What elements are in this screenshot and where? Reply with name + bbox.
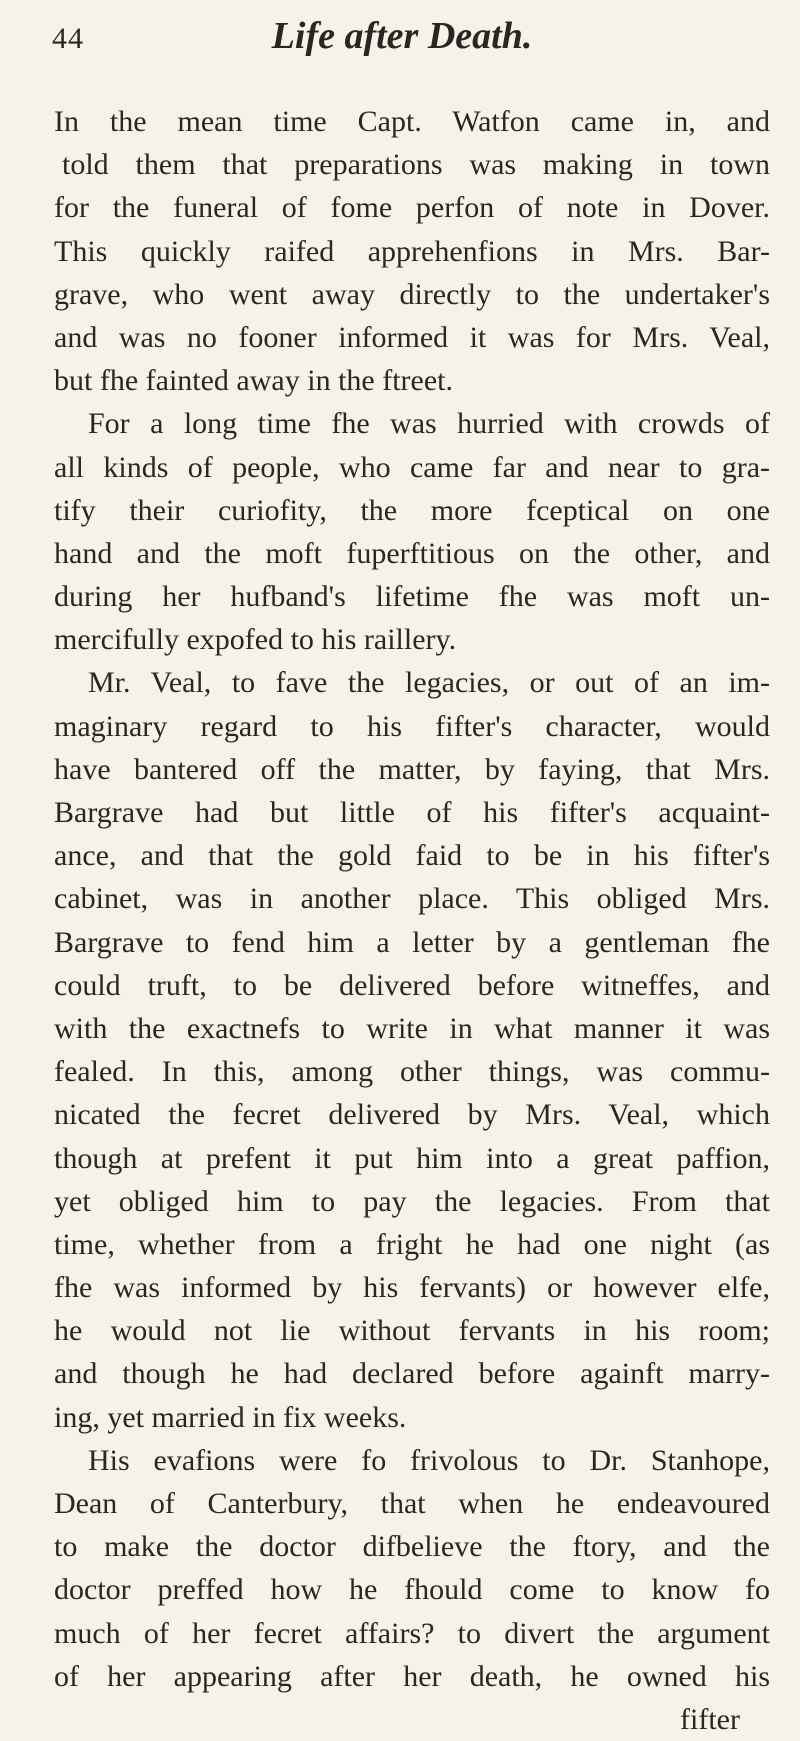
text-line: and though he had declared before againft marry- xyxy=(54,1357,770,1391)
text-line: This quickly raifed apprehenfions in Mrs. Bar- xyxy=(54,234,770,268)
text-line: tify their curiofity, the more fceptical on one xyxy=(54,493,770,527)
text-line: told them that preparations was making in town xyxy=(62,148,770,182)
text-line: ing, yet married in fix weeks. xyxy=(54,1400,407,1434)
text-line: time, whether from a fright he had one night (as xyxy=(54,1227,770,1261)
text-line: have bantered off the matter, by faying, that Mrs. xyxy=(54,752,770,786)
text-line: mercifully expofed to his raillery. xyxy=(54,623,457,657)
text-line: Bargrave had but little of his fifter's acquaint- xyxy=(54,796,770,829)
text-line: fhe was informed by his fervants) or however elfe, xyxy=(54,1271,770,1305)
text-line: for the funeral of fome perfon of note in Dover. xyxy=(54,191,770,225)
catchword: fifter xyxy=(680,1702,740,1736)
text-line: nicated the fecret delivered by Mrs. Veal, which xyxy=(54,1098,770,1132)
text-line: yet obliged him to pay the legacies. From that xyxy=(54,1184,770,1218)
text-line: For a long time fhe was hurried with crowds of xyxy=(88,407,770,441)
body-text xyxy=(54,100,770,1741)
text-line: all kinds of people, who came far and near to gra- xyxy=(54,450,770,484)
text-line: Bargrave to fend him a letter by a gentleman fhe xyxy=(54,925,770,959)
text-line: hand and the moft fuperftitious on the other, and xyxy=(54,536,770,570)
text-line: with the exactnefs to write in what manner it was xyxy=(54,1011,770,1045)
text-line: grave, who went away directly to the undertaker's xyxy=(54,277,770,311)
text-line: cabinet, was in another place. This obliged Mrs. xyxy=(54,882,770,916)
text-line: In the mean time Capt. Watfon came in, and xyxy=(54,105,770,138)
text-line: though at prefent it put him into a great paffion, xyxy=(54,1141,770,1175)
text-line: Mr. Veal, to fave the legacies, or out of an im- xyxy=(88,666,770,700)
text-line: maginary regard to his fifter's character, would xyxy=(54,709,770,743)
text-line: of her appearing after her death, he owned his xyxy=(54,1659,770,1693)
text-line: during her hufband's lifetime fhe was moft un- xyxy=(54,580,770,614)
text-line: His evafions were fo frivolous to Dr. Stanhope, xyxy=(88,1443,770,1477)
text-line: doctor preffed how he fhould come to know fo xyxy=(54,1573,770,1607)
text-line: to make the doctor difbelieve the ftory, and the xyxy=(54,1530,770,1564)
text-line: ance, and that the gold faid to be in his fifter's xyxy=(54,839,770,873)
text-line: but fhe fainted away in the ftreet. xyxy=(54,364,453,398)
text-line: much of her fecret affairs? to divert the argument xyxy=(54,1616,770,1650)
running-title: Life after Death. xyxy=(271,15,533,57)
text-line: he would not lie without fervants in his room; xyxy=(54,1314,770,1348)
text-line: and was no fooner informed it was for Mrs. Veal, xyxy=(54,320,770,354)
text-line: Dean of Canterbury, that when he endeavoured xyxy=(54,1487,770,1520)
running-head xyxy=(52,14,752,66)
text-line: fealed. In this, among other things, was commu- xyxy=(54,1055,770,1089)
page-number: 44 xyxy=(52,22,84,55)
text-line: could truft, to be delivered before witneffes, and xyxy=(54,968,770,1002)
